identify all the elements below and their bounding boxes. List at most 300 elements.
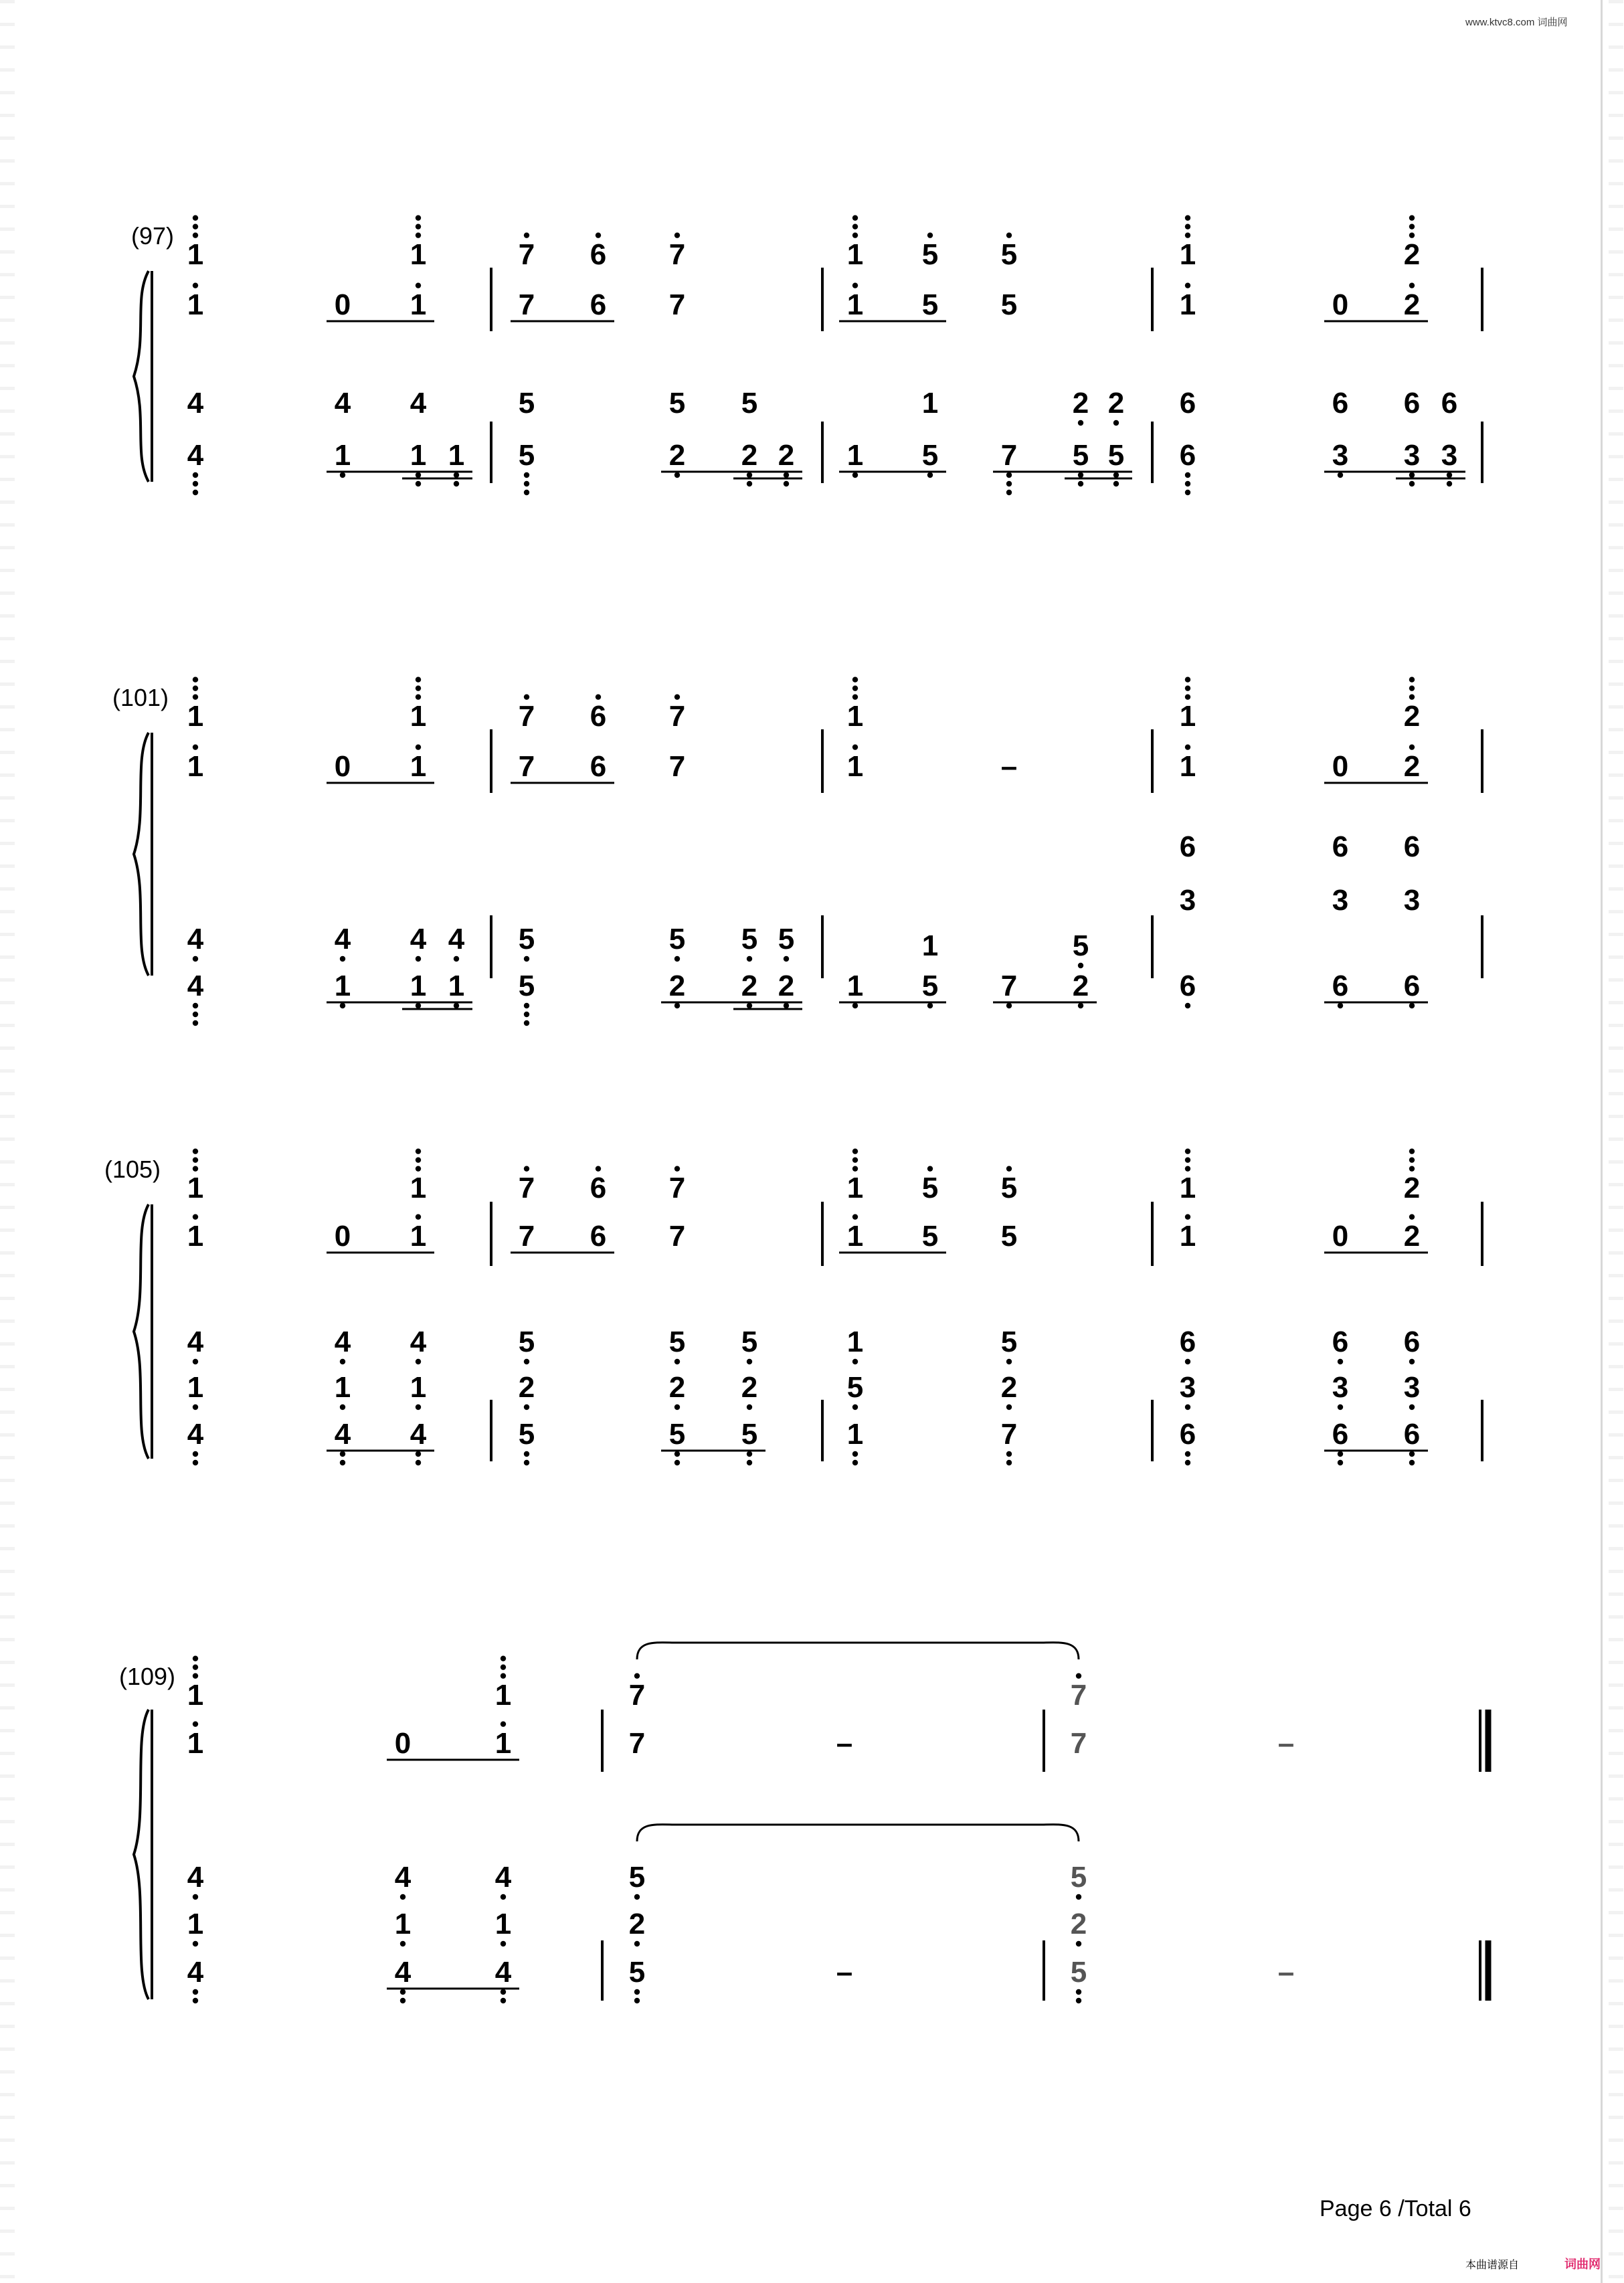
sustain-dash: – (836, 1956, 853, 1989)
note-digit: 0 (334, 1220, 351, 1253)
octave-dot-below (927, 1003, 933, 1008)
octave-dot-below (1078, 420, 1083, 426)
note-digit: 3 (1441, 439, 1458, 472)
site-logo[interactable]: 词曲网 (1564, 2258, 1601, 2271)
note-digit: 1 (846, 439, 864, 472)
site-url[interactable]: www.ktvc8.com 词曲网 (1465, 17, 1568, 28)
note-digit: 2 (741, 1371, 758, 1404)
octave-dot-above (193, 1655, 198, 1661)
octave-dot-below (927, 472, 933, 478)
octave-dot-below (1409, 1451, 1415, 1457)
octave-dot-below (784, 1003, 789, 1008)
octave-dot-below (193, 1003, 198, 1008)
note-digit: 2 (628, 1908, 646, 1940)
note-digit: 1 (846, 970, 864, 1002)
octave-dot-below (340, 472, 345, 478)
octave-dot-above (1185, 223, 1190, 229)
octave-dot-below (1409, 1003, 1415, 1008)
note-digit: 6 (590, 700, 607, 733)
octave-dot-below (1338, 1003, 1343, 1008)
note-digit: 7 (668, 1220, 686, 1253)
octave-dot-below (1185, 1003, 1190, 1008)
note-digit: 5 (1000, 1172, 1018, 1204)
note-digit: 6 (1332, 830, 1349, 863)
octave-dot-below (193, 956, 198, 962)
note-digit: 0 (1332, 288, 1349, 321)
octave-dot-above (1006, 1166, 1012, 1171)
note-digit: 5 (778, 923, 795, 955)
note-digit: 0 (394, 1727, 412, 1760)
note-digit: 7 (518, 288, 535, 321)
note-digit: 1 (187, 700, 204, 733)
octave-dot-below (1447, 481, 1452, 486)
octave-dot-below (1113, 420, 1119, 426)
note-digit: 1 (410, 1220, 427, 1253)
note-digit: 6 (1403, 1326, 1421, 1358)
octave-dot-below (747, 1460, 752, 1465)
note-digit: 5 (518, 970, 535, 1002)
octave-dot-below (1078, 481, 1083, 486)
note-digit: 7 (1000, 439, 1018, 472)
octave-dot-below (634, 1998, 640, 2003)
octave-dot-below (1078, 1003, 1083, 1008)
note-digit: 3 (1403, 439, 1421, 472)
octave-dot-above (1185, 282, 1190, 288)
note-digit: 5 (518, 439, 535, 472)
octave-dot-above (524, 1166, 529, 1171)
octave-dot-below (1006, 481, 1012, 486)
octave-dot-below (1185, 472, 1190, 478)
note-digit: 2 (1403, 1172, 1421, 1204)
octave-dot-below (1185, 1460, 1190, 1465)
measure-number: (101) (112, 684, 169, 711)
note-digit: 5 (518, 1326, 535, 1358)
note-digit: 4 (394, 1956, 412, 1989)
octave-dot-below (193, 1894, 198, 1900)
note-digit: 2 (1403, 238, 1421, 271)
note-digit: 2 (741, 970, 758, 1002)
note-digit: 6 (590, 288, 607, 321)
note-digit: 5 (741, 1326, 758, 1358)
sustain-dash: – (1000, 750, 1018, 783)
sustain-dash: – (1277, 1727, 1295, 1760)
note-digit: 5 (518, 387, 535, 420)
note-digit: 5 (1107, 439, 1125, 472)
note-digit: 4 (334, 387, 351, 420)
note-digit: 6 (1403, 970, 1421, 1002)
note-digit: 1 (448, 970, 465, 1002)
note-digit: 4 (448, 923, 465, 955)
octave-dot-above (634, 1673, 640, 1678)
note-digit: 6 (1332, 1418, 1349, 1451)
octave-dot-below (416, 1460, 421, 1465)
note-digit: 6 (590, 750, 607, 783)
note-digit: 6 (1403, 387, 1421, 420)
note-digit: 5 (1072, 439, 1089, 472)
octave-dot-below (852, 1451, 858, 1457)
note-digit: 7 (1000, 1418, 1018, 1451)
note-digit: 1 (410, 1172, 427, 1204)
octave-dot-below (852, 1359, 858, 1364)
octave-dot-below (852, 472, 858, 478)
octave-dot-above (852, 685, 858, 691)
octave-dot-above (416, 1214, 421, 1219)
octave-dot-above (416, 1148, 421, 1154)
note-digit: 7 (1070, 1679, 1087, 1712)
octave-dot-below (1076, 1989, 1081, 1995)
octave-dot-below (1185, 1451, 1190, 1457)
note-digit: 5 (1070, 1956, 1087, 1989)
octave-dot-below (1409, 1404, 1415, 1410)
octave-dot-below (193, 1460, 198, 1465)
octave-dot-above (193, 232, 198, 238)
octave-dot-below (1338, 472, 1343, 478)
octave-dot-above (852, 744, 858, 749)
octave-dot-below (416, 481, 421, 486)
note-digit: 2 (668, 439, 686, 472)
octave-dot-below (501, 1894, 506, 1900)
octave-dot-above (852, 215, 858, 220)
note-digit: 4 (187, 970, 204, 1002)
note-digit: 2 (668, 1371, 686, 1404)
octave-dot-above (1185, 694, 1190, 699)
note-digit: 1 (410, 238, 427, 271)
note-digit: 4 (394, 1861, 412, 1894)
octave-dot-below (1185, 481, 1190, 486)
octave-dot-above (193, 694, 198, 699)
octave-dot-below (1076, 1941, 1081, 1946)
octave-dot-below (1185, 1404, 1190, 1410)
note-digit: 5 (741, 387, 758, 420)
note-digit: 2 (1403, 288, 1421, 321)
octave-dot-above (501, 1664, 506, 1669)
note-digit: 4 (187, 1326, 204, 1358)
system-brace (134, 1204, 149, 1459)
note-digit: 1 (494, 1908, 512, 1940)
note-digit: 5 (741, 923, 758, 955)
note-digit: 7 (1070, 1727, 1087, 1760)
octave-dot-below (674, 1359, 680, 1364)
octave-dot-below (1006, 1404, 1012, 1410)
octave-dot-below (1338, 1451, 1343, 1457)
octave-dot-below (193, 1020, 198, 1026)
octave-dot-above (1185, 676, 1190, 682)
note-digit: 6 (590, 1172, 607, 1204)
note-digit: 6 (1332, 387, 1349, 420)
octave-dot-below (674, 1460, 680, 1465)
octave-dot-below (501, 1941, 506, 1946)
octave-dot-below (784, 472, 789, 478)
note-digit: 7 (628, 1679, 646, 1712)
octave-dot-below (340, 1003, 345, 1008)
octave-dot-below (454, 956, 459, 962)
note-digit: 5 (628, 1956, 646, 1989)
octave-dot-below (524, 1012, 529, 1017)
octave-dot-below (674, 1404, 680, 1410)
octave-dot-below (852, 1460, 858, 1465)
note-digit: 2 (1403, 1220, 1421, 1253)
note-digit: 2 (1072, 387, 1089, 420)
octave-dot-below (524, 472, 529, 478)
octave-dot-below (852, 1003, 858, 1008)
octave-dot-above (852, 282, 858, 288)
note-digit: 6 (1179, 439, 1196, 472)
octave-dot-below (454, 472, 459, 478)
note-digit: 1 (846, 288, 864, 321)
octave-dot-below (1409, 1359, 1415, 1364)
note-digit: 6 (1179, 970, 1196, 1002)
octave-dot-below (634, 1989, 640, 1995)
tie-arc (637, 1825, 1079, 1841)
octave-dot-above (1185, 1166, 1190, 1171)
octave-dot-above (1409, 676, 1415, 682)
octave-dot-below (1113, 472, 1119, 478)
octave-dot-below (1185, 1359, 1190, 1364)
note-digit: 4 (187, 923, 204, 955)
note-digit: 5 (921, 1220, 939, 1253)
octave-dot-above (193, 744, 198, 749)
note-digit: 4 (334, 1418, 351, 1451)
octave-dot-below (400, 1941, 405, 1946)
note-digit: 6 (1403, 830, 1421, 863)
note-digit: 7 (518, 700, 535, 733)
octave-dot-above (501, 1673, 506, 1678)
note-digit: 6 (1179, 830, 1196, 863)
octave-dot-below (1185, 490, 1190, 495)
octave-dot-above (416, 282, 421, 288)
note-digit: 2 (518, 1371, 535, 1404)
octave-dot-above (927, 1166, 933, 1171)
note-digit: 1 (334, 1371, 351, 1404)
note-digit: 1 (1179, 288, 1196, 321)
note-digit: 1 (187, 1220, 204, 1253)
note-digit: 1 (334, 970, 351, 1002)
octave-dot-above (193, 223, 198, 229)
octave-dot-below (1006, 1460, 1012, 1465)
octave-dot-above (524, 232, 529, 238)
octave-dot-below (674, 1451, 680, 1457)
note-digit: 5 (921, 238, 939, 271)
octave-dot-below (634, 1941, 640, 1946)
octave-dot-below (193, 1404, 198, 1410)
octave-dot-below (501, 1989, 506, 1995)
octave-dot-below (416, 956, 421, 962)
note-digit: 4 (187, 1956, 204, 1989)
octave-dot-above (852, 676, 858, 682)
octave-dot-below (193, 1998, 198, 2003)
note-digit: 1 (410, 1371, 427, 1404)
note-digit: 3 (1332, 1371, 1349, 1404)
note-digit: 1 (394, 1908, 412, 1940)
note-digit: 1 (846, 1172, 864, 1204)
note-digit: 1 (1179, 1172, 1196, 1204)
octave-dot-above (501, 1721, 506, 1726)
sustain-dash: – (1277, 1956, 1295, 1989)
note-digit: 5 (668, 387, 686, 420)
note-digit: 6 (1403, 1418, 1421, 1451)
octave-dot-above (852, 1148, 858, 1154)
note-digit: 1 (1179, 1220, 1196, 1253)
octave-dot-below (340, 1359, 345, 1364)
octave-dot-below (1409, 472, 1415, 478)
note-digit: 1 (846, 1220, 864, 1253)
note-digit: 7 (518, 1220, 535, 1253)
note-digit: 5 (1070, 1861, 1087, 1894)
note-digit: 5 (1072, 929, 1089, 962)
note-digit: 5 (668, 1326, 686, 1358)
note-digit: 5 (1000, 1220, 1018, 1253)
note-digit: 5 (668, 923, 686, 955)
note-digit: 1 (187, 238, 204, 271)
octave-dot-above (1409, 1148, 1415, 1154)
note-digit: 0 (334, 288, 351, 321)
note-digit: 6 (590, 238, 607, 271)
note-digit: 5 (668, 1418, 686, 1451)
octave-dot-below (1338, 1404, 1343, 1410)
octave-dot-above (1076, 1673, 1081, 1678)
octave-dot-above (1006, 232, 1012, 238)
note-digit: 2 (778, 970, 795, 1002)
note-digit: 5 (1000, 1326, 1018, 1358)
octave-dot-below (524, 490, 529, 495)
octave-dot-below (524, 1003, 529, 1008)
octave-dot-above (674, 1166, 680, 1171)
note-digit: 1 (187, 1172, 204, 1204)
octave-dot-below (454, 1003, 459, 1008)
octave-dot-below (416, 1451, 421, 1457)
octave-dot-above (193, 685, 198, 691)
octave-dot-above (1409, 1157, 1415, 1162)
octave-dot-below (1006, 1003, 1012, 1008)
octave-dot-below (1409, 1460, 1415, 1465)
note-digit: 2 (778, 439, 795, 472)
octave-dot-below (1006, 472, 1012, 478)
octave-dot-above (596, 694, 601, 699)
measure-number: (105) (104, 1156, 161, 1183)
octave-dot-below (416, 472, 421, 478)
octave-dot-below (1113, 481, 1119, 486)
note-digit: 5 (921, 970, 939, 1002)
note-digit: 1 (410, 288, 427, 321)
octave-dot-below (747, 1003, 752, 1008)
note-digit: 6 (1179, 387, 1196, 420)
note-digit: 3 (1403, 1371, 1421, 1404)
note-digit: 7 (668, 700, 686, 733)
octave-dot-below (747, 472, 752, 478)
octave-dot-below (747, 956, 752, 962)
note-digit: 5 (846, 1371, 864, 1404)
sustain-dash: – (836, 1727, 853, 1760)
octave-dot-below (416, 1003, 421, 1008)
octave-dot-above (1409, 223, 1415, 229)
octave-dot-below (524, 1451, 529, 1457)
octave-dot-above (1409, 232, 1415, 238)
octave-dot-above (927, 232, 933, 238)
octave-dot-below (747, 481, 752, 486)
octave-dot-above (1185, 1148, 1190, 1154)
octave-dot-above (852, 1214, 858, 1219)
octave-dot-below (193, 1941, 198, 1946)
note-digit: 0 (1332, 1220, 1349, 1253)
note-digit: 2 (1403, 700, 1421, 733)
octave-dot-above (416, 744, 421, 749)
octave-dot-above (193, 1157, 198, 1162)
octave-dot-above (416, 685, 421, 691)
note-digit: 1 (410, 970, 427, 1002)
source-credit: 本曲谱源自 (1465, 2260, 1520, 2271)
note-digit: 1 (846, 700, 864, 733)
note-digit: 7 (518, 238, 535, 271)
octave-dot-above (674, 232, 680, 238)
octave-dot-above (193, 215, 198, 220)
note-digit: 1 (921, 387, 939, 420)
octave-dot-above (416, 694, 421, 699)
octave-dot-below (674, 1003, 680, 1008)
octave-dot-below (1447, 472, 1452, 478)
note-digit: 5 (921, 1172, 939, 1204)
octave-dot-above (1409, 1166, 1415, 1171)
octave-dot-below (524, 956, 529, 962)
note-digit: 1 (921, 929, 939, 962)
octave-dot-below (340, 1404, 345, 1410)
note-digit: 4 (334, 923, 351, 955)
note-digit: 1 (846, 238, 864, 271)
note-digit: 7 (668, 1172, 686, 1204)
octave-dot-above (1185, 1157, 1190, 1162)
octave-dot-above (416, 1166, 421, 1171)
note-digit: 1 (187, 750, 204, 783)
note-digit: 3 (1179, 1371, 1196, 1404)
note-digit: 4 (494, 1956, 512, 1989)
octave-dot-below (416, 1359, 421, 1364)
octave-dot-below (193, 472, 198, 478)
note-digit: 1 (494, 1679, 512, 1712)
note-digit: 6 (1441, 387, 1458, 420)
note-digit: 4 (187, 1418, 204, 1451)
measure-number: (109) (118, 1663, 176, 1690)
octave-dot-above (193, 676, 198, 682)
octave-dot-above (416, 676, 421, 682)
octave-dot-below (747, 1451, 752, 1457)
note-digit: 1 (846, 750, 864, 783)
octave-dot-above (596, 232, 601, 238)
note-digit: 1 (1179, 700, 1196, 733)
note-digit: 7 (518, 1172, 535, 1204)
octave-dot-below (784, 481, 789, 486)
note-digit: 4 (410, 923, 427, 955)
octave-dot-above (852, 223, 858, 229)
note-digit: 5 (518, 1418, 535, 1451)
octave-dot-above (674, 694, 680, 699)
octave-dot-below (524, 1460, 529, 1465)
note-digit: 6 (1179, 1326, 1196, 1358)
octave-dot-above (852, 1166, 858, 1171)
note-digit: 0 (334, 750, 351, 783)
note-digit: 1 (410, 700, 427, 733)
octave-dot-below (400, 1998, 405, 2003)
note-digit: 2 (1000, 1371, 1018, 1404)
octave-dot-below (193, 481, 198, 486)
octave-dot-below (400, 1894, 405, 1900)
note-digit: 6 (1179, 1418, 1196, 1451)
octave-dot-above (501, 1655, 506, 1661)
octave-dot-above (193, 1721, 198, 1726)
octave-dot-above (1409, 685, 1415, 691)
octave-dot-below (524, 1020, 529, 1026)
octave-dot-above (1409, 1214, 1415, 1219)
octave-dot-above (1409, 215, 1415, 220)
octave-dot-below (340, 956, 345, 962)
